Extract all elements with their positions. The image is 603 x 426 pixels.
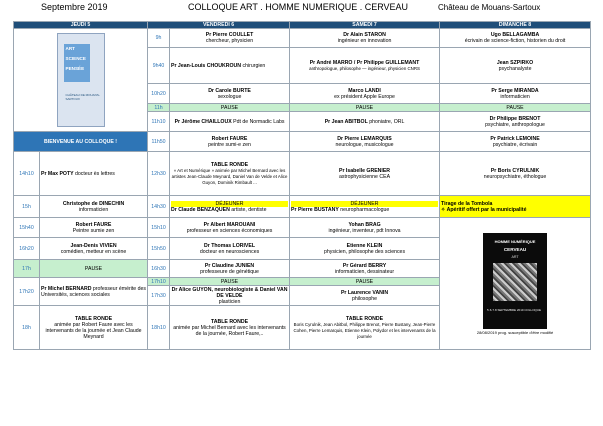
time-cell: 9h40 bbox=[148, 48, 170, 84]
thu-speaker: Pr Michel BERNARD professeur émérite des Universités, sciences sociales bbox=[40, 278, 148, 306]
thu-speaker: Robert FAURE Peintre sumie zen bbox=[40, 218, 148, 238]
time-cell: 14h10 bbox=[14, 152, 40, 196]
poster2-cell bbox=[440, 218, 591, 350]
time-cell: 15h50 bbox=[148, 238, 170, 260]
sun-tombola: Tirage de la Tombola ✧ Apéritif offert par la municipalité bbox=[440, 196, 591, 218]
time-cell: 15h bbox=[14, 196, 40, 218]
time-cell: 14h30 bbox=[148, 196, 170, 218]
pause-label: PAUSE bbox=[170, 278, 290, 286]
time-cell: 16h30 bbox=[148, 260, 170, 278]
day-saturday: SAMEDI 7 bbox=[290, 22, 440, 29]
sat-speaker: TABLE RONDE Boris Cyrulnik, Jean Abitbol, Philippe Brenot, Pierre Bustany, Jean-Pierre Cohen, Pierre Lemarquis, Etienne Klein, Polydor et les intervenants de la journée bbox=[290, 306, 440, 350]
time-cell: 9h bbox=[148, 29, 170, 48]
sat-speaker: Yohan BRAG ingénieur, inventeur, pdt Innova bbox=[290, 218, 440, 238]
sun-speaker: Dr Philippe BRENOT psychiatre, anthropologue bbox=[440, 112, 591, 132]
sat-speaker: DÉJEUNER Pr Pierre BUSTANY neuropharmacologue bbox=[290, 196, 440, 218]
time-cell: 12h30 bbox=[148, 152, 170, 196]
time-cell: 11h50 bbox=[148, 132, 170, 152]
pause-label: PAUSE bbox=[290, 104, 440, 112]
day-header-row bbox=[14, 22, 591, 29]
sat-speaker: Pr Jean ABITBOL phoniatre, ORL bbox=[290, 112, 440, 132]
pause-label: PAUSE bbox=[440, 104, 591, 112]
table-row bbox=[14, 152, 591, 196]
fri-speaker: TABLE RONDE « Art et Numérique » animée par Michel Bernard avec les artistes Jean-Claude Meynard, Daniel Van de Velde et Alice Guyon, Dominik Rimbault ... bbox=[170, 152, 290, 196]
time-cell: 18h10 bbox=[148, 306, 170, 350]
colloque-poster-image: ART SCIENCE PENSÉE CHÂTEAU DE MOUANS-SARTOUX bbox=[57, 33, 105, 127]
sun-speaker: Pr Patrick LEMOINE psychiatre, écrivain bbox=[440, 132, 591, 152]
table-row bbox=[14, 132, 591, 152]
table-row bbox=[14, 218, 591, 238]
sun-speaker: Pr Serge MIRANDA informaticien bbox=[440, 84, 591, 104]
pause-label: PAUSE bbox=[40, 260, 148, 278]
fri-speaker: Pr Albert MAROUANI professeur en sciences économiques bbox=[170, 218, 290, 238]
sun-speaker: Jean SZPIRKO psychanalyste bbox=[440, 48, 591, 84]
fri-speaker: TABLE RONDE animée par Michel Bernard avec les intervenants de la journée, Robert Faure,.. bbox=[170, 306, 290, 350]
time-cell: 17h20 bbox=[14, 278, 40, 306]
fri-speaker: Dr Carole BURTE sexologue bbox=[170, 84, 290, 104]
pause-label: PAUSE bbox=[170, 104, 290, 112]
time-cell: 11h bbox=[148, 104, 170, 112]
sat-speaker: Pr Laurence VANIN philosophe bbox=[290, 286, 440, 306]
time-cell: 17h30 bbox=[148, 286, 170, 306]
day-sunday: DIMANCHE 8 bbox=[440, 22, 591, 29]
time-cell: 15h40 bbox=[14, 218, 40, 238]
sun-speaker: Pr Boris CYRULNIK neuropsychiatre, éthologue bbox=[440, 152, 591, 196]
program-footnote: 28/08/2019 prog. susceptible d'être modifié bbox=[476, 329, 554, 335]
sat-speaker: Dr Alain STARON ingénieur en innovation bbox=[290, 29, 440, 48]
fri-speaker: Pr Claudine JUNIEN professeure de génétique bbox=[170, 260, 290, 278]
thu-speaker: Jean-Denis VIVIEN comédien, metteur en scène bbox=[40, 238, 148, 260]
time-cell: 18h bbox=[14, 306, 40, 350]
fri-speaker: Pr Jean-Louis CHOUKROUN chirurgien bbox=[170, 48, 290, 84]
thu-speaker: TABLE RONDE animée par Robert Faure avec les intervenants de la journée et Jean Claude Meynard bbox=[40, 306, 148, 350]
fri-speaker: Robert FAURE peintre sumi-e zen bbox=[170, 132, 290, 152]
pause-label: PAUSE bbox=[290, 278, 440, 286]
sat-speaker: Marco LANDI ex président Apple Europe bbox=[290, 84, 440, 104]
time-cell: 11h10 bbox=[148, 112, 170, 132]
header-date: Septembre 2019 bbox=[41, 2, 108, 12]
time-cell: 15h10 bbox=[148, 218, 170, 238]
header-title: COLLOQUE ART . HOMME NUMERIQUE . CERVEAU bbox=[188, 2, 409, 12]
welcome-banner: BIENVENUE AU COLLOQUE ! bbox=[14, 132, 148, 152]
sat-speaker: Dr Pierre LEMARQUIS neurologue, musicologue bbox=[290, 132, 440, 152]
fri-speaker: DÉJEUNER Dr Claude BENZAQUEN artiste, dentiste bbox=[170, 196, 290, 218]
fri-speaker: Dr Alice GUYON, neurobiologiste & Daniel VAN DE VELDE plasticien bbox=[170, 286, 290, 306]
time-cell: 17h10 bbox=[148, 278, 170, 286]
sat-speaker: Pr Gérard BERRY informaticien, dessinateur bbox=[290, 260, 440, 278]
table-row bbox=[14, 29, 591, 48]
sun-speaker: Ugo BELLAGAMBA écrivain de science-fiction, historien du droit bbox=[440, 29, 591, 48]
thu-speaker: Christophe de DINECHIN informaticien bbox=[40, 196, 148, 218]
program-table bbox=[13, 21, 591, 350]
day-thursday: JEUDI 5 bbox=[14, 22, 148, 29]
poster-cell bbox=[14, 29, 148, 132]
time-cell: 10h20 bbox=[148, 84, 170, 104]
fri-speaker: Pr Pierre COULLET chercheur, physicien bbox=[170, 29, 290, 48]
header-venue: Château de Mouans-Sartoux bbox=[438, 3, 541, 12]
dejeuner-label: DÉJEUNER bbox=[171, 201, 288, 207]
day-friday: VENDREDI 6 bbox=[148, 22, 290, 29]
time-cell: 16h20 bbox=[14, 238, 40, 260]
dejeuner-label: DÉJEUNER bbox=[291, 201, 438, 207]
fri-speaker: Pr Jérôme CHAILLOUX Pdt de Normadic Labs bbox=[170, 112, 290, 132]
fri-speaker: Dr Thomas LORIVEL docteur en neurosciences bbox=[170, 238, 290, 260]
thu-speaker: Pr Max POTY docteur ès lettres bbox=[40, 152, 148, 196]
homme-numerique-poster-image: HOMME NUMÉRIQUE CERVEAU ART 5·6·7·8 SEPTEMBRE 2019 COLLOQUE bbox=[483, 233, 547, 329]
time-cell: 17h bbox=[14, 260, 40, 278]
sat-speaker: Etienne KLEIN physicien, philosophe des sciences bbox=[290, 238, 440, 260]
table-row bbox=[14, 196, 591, 218]
sat-speaker: Pr André MARRO / Pr Philippe GUILLEMANT anthropologue, philosophe — ingénieur, physicien CNRS bbox=[290, 48, 440, 84]
sat-speaker: Pr Isabelle GRENIER astrophysicienne CEA bbox=[290, 152, 440, 196]
